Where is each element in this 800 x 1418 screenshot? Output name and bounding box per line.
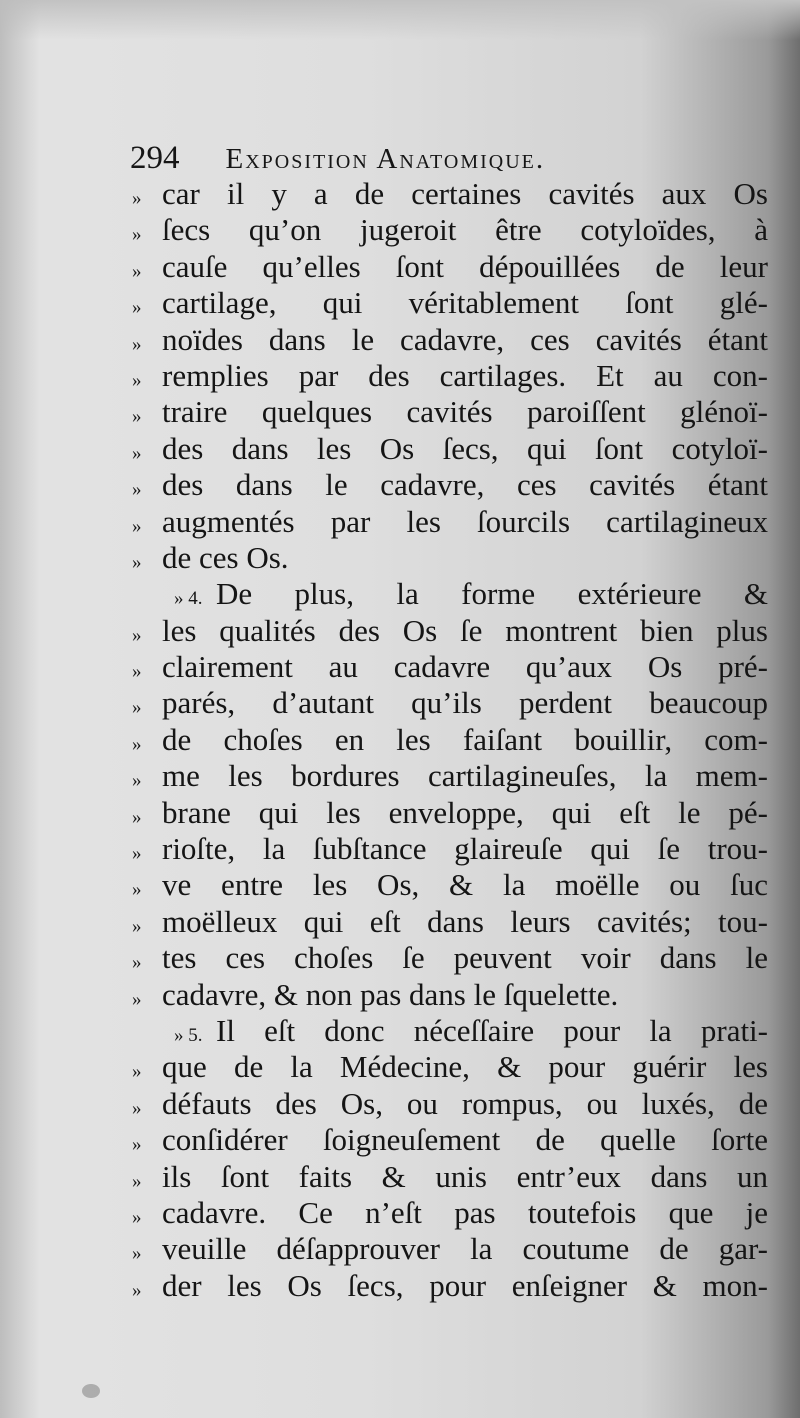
- text-line: [132, 649, 768, 685]
- text-line: [132, 176, 768, 212]
- line-text: De plus, la forme extérieure &: [216, 576, 768, 612]
- body-text: [132, 176, 768, 1304]
- quote-mark: »: [132, 515, 142, 537]
- text-line: [132, 1195, 768, 1231]
- line-text: des dans les Os ſecs, qui ſont cotyloï-: [162, 430, 768, 466]
- quote-mark: »: [132, 1279, 142, 1301]
- quote-mark: »: [132, 551, 142, 573]
- quote-mark: »: [132, 1061, 142, 1083]
- text-line: [132, 1231, 768, 1267]
- text-line: [132, 1268, 768, 1304]
- quote-mark: »: [132, 1170, 142, 1192]
- line-text: augmentés par les ſourcils cartilagineux: [162, 503, 768, 539]
- running-title: Exposition Anatomique.: [225, 143, 546, 175]
- line-text: cartilage, qui véritablement ſont glé-: [162, 285, 768, 321]
- text-line: [132, 212, 768, 248]
- quote-mark: »: [132, 843, 142, 865]
- text-line: [132, 977, 768, 1013]
- line-text: car il y a de certaines cavités aux Os: [162, 176, 768, 211]
- line-text: de ces Os.: [162, 539, 289, 575]
- text-line: [132, 904, 768, 940]
- quote-mark: »: [132, 806, 142, 828]
- line-text: brane qui les enveloppe, qui eſt le pé-: [162, 794, 768, 830]
- quote-mark: »: [132, 442, 142, 464]
- line-text: les qualités des Os ſe montrent bien plus: [162, 612, 768, 648]
- quote-mark: »: [132, 333, 142, 355]
- text-line: [132, 540, 768, 576]
- quote-mark: »: [132, 770, 142, 792]
- text-line: [132, 504, 768, 540]
- text-line: [132, 249, 768, 285]
- paragraph-number: » 4.: [174, 588, 203, 610]
- text-line: [132, 867, 768, 903]
- line-text: traire quelques cavités paroiſſent glénoï-: [162, 394, 768, 430]
- line-text: cadavre. Ce n’eſt pas toutefois que je: [162, 1194, 768, 1230]
- text-line: [132, 613, 768, 649]
- text-line: [132, 394, 768, 430]
- line-text: clairement au cadavre qu’aux Os pré-: [162, 649, 768, 685]
- line-text: rioſte, la ſubſtance glaireuſe qui ſe trou-: [162, 831, 768, 867]
- quote-mark: »: [132, 1206, 142, 1228]
- text-line: [132, 1122, 768, 1158]
- text-line: [132, 431, 768, 467]
- quote-mark: »: [132, 188, 142, 209]
- ink-smudge: [82, 1384, 100, 1398]
- line-text: des dans le cadavre, ces cavités étant: [162, 467, 768, 503]
- text-line: [132, 1159, 768, 1195]
- line-text: remplies par des cartilages. Et au con-: [162, 357, 768, 393]
- line-text: que de la Médecine, & pour guérir les: [162, 1049, 768, 1085]
- text-line: [132, 685, 768, 721]
- quote-mark: »: [132, 1243, 142, 1265]
- paragraph-number: » 5.: [174, 1024, 203, 1046]
- quote-mark: »: [132, 224, 142, 246]
- quote-mark: »: [132, 624, 142, 646]
- line-text: veuille déſapprouver la coutume de gar-: [162, 1231, 768, 1267]
- line-text: cadavre, & non pas dans le ſquelette.: [162, 976, 619, 1012]
- line-text: ils ſont faits & unis entr’eux dans un: [162, 1158, 768, 1194]
- page-number: 294: [130, 140, 180, 176]
- quote-mark: »: [132, 369, 142, 391]
- quote-mark: »: [132, 661, 142, 683]
- quote-mark: »: [132, 406, 142, 428]
- text-line: [132, 722, 768, 758]
- text-line: [132, 322, 768, 358]
- quote-mark: »: [132, 879, 142, 901]
- text-line: [132, 1049, 768, 1085]
- page-header: [130, 140, 545, 177]
- paragraph-start-line: [132, 576, 768, 612]
- text-line: [132, 1086, 768, 1122]
- line-text: cauſe qu’elles ſont dépouillées de leur: [162, 248, 768, 284]
- line-text: défauts des Os, ou rompus, ou luxés, de: [162, 1085, 768, 1121]
- quote-mark: »: [132, 952, 142, 974]
- text-line: [132, 358, 768, 394]
- line-text: conſidérer ſoigneuſement de quelle ſorte: [162, 1122, 768, 1158]
- line-text: de choſes en les faiſant bouillir, com-: [162, 721, 768, 757]
- quote-mark: »: [132, 697, 142, 719]
- line-text: moëlleux qui eſt dans leurs cavités; tou-: [162, 903, 768, 939]
- text-line: [132, 467, 768, 503]
- line-text: der les Os ſecs, pour enſeigner & mon-: [162, 1267, 768, 1303]
- line-text: ſecs qu’on jugeroit être cotyloïdes, à: [162, 212, 768, 248]
- text-line: [132, 795, 768, 831]
- quote-mark: »: [132, 1097, 142, 1119]
- quote-mark: »: [132, 1134, 142, 1156]
- quote-mark: »: [132, 260, 142, 282]
- quote-mark: »: [132, 915, 142, 937]
- text-line: [132, 940, 768, 976]
- quote-mark: »: [132, 988, 142, 1010]
- text-line: [132, 831, 768, 867]
- quote-mark: »: [132, 733, 142, 755]
- paragraph-start-line: [132, 1013, 768, 1049]
- line-text: me les bordures cartilagineuſes, la mem-: [162, 758, 768, 794]
- text-line: [132, 285, 768, 321]
- quote-mark: »: [132, 479, 142, 501]
- text-line: [132, 758, 768, 794]
- quote-mark: »: [132, 297, 142, 319]
- line-text: parés, d’autant qu’ils perdent beaucoup: [162, 685, 768, 721]
- line-text: noïdes dans le cadavre, ces cavités étant: [162, 321, 768, 357]
- line-text: Il eſt donc néceſſaire pour la prati-: [216, 1012, 768, 1048]
- line-text: tes ces choſes ſe peuvent voir dans le: [162, 940, 768, 976]
- line-text: ve entre les Os, & la moëlle ou ſuc: [162, 867, 768, 903]
